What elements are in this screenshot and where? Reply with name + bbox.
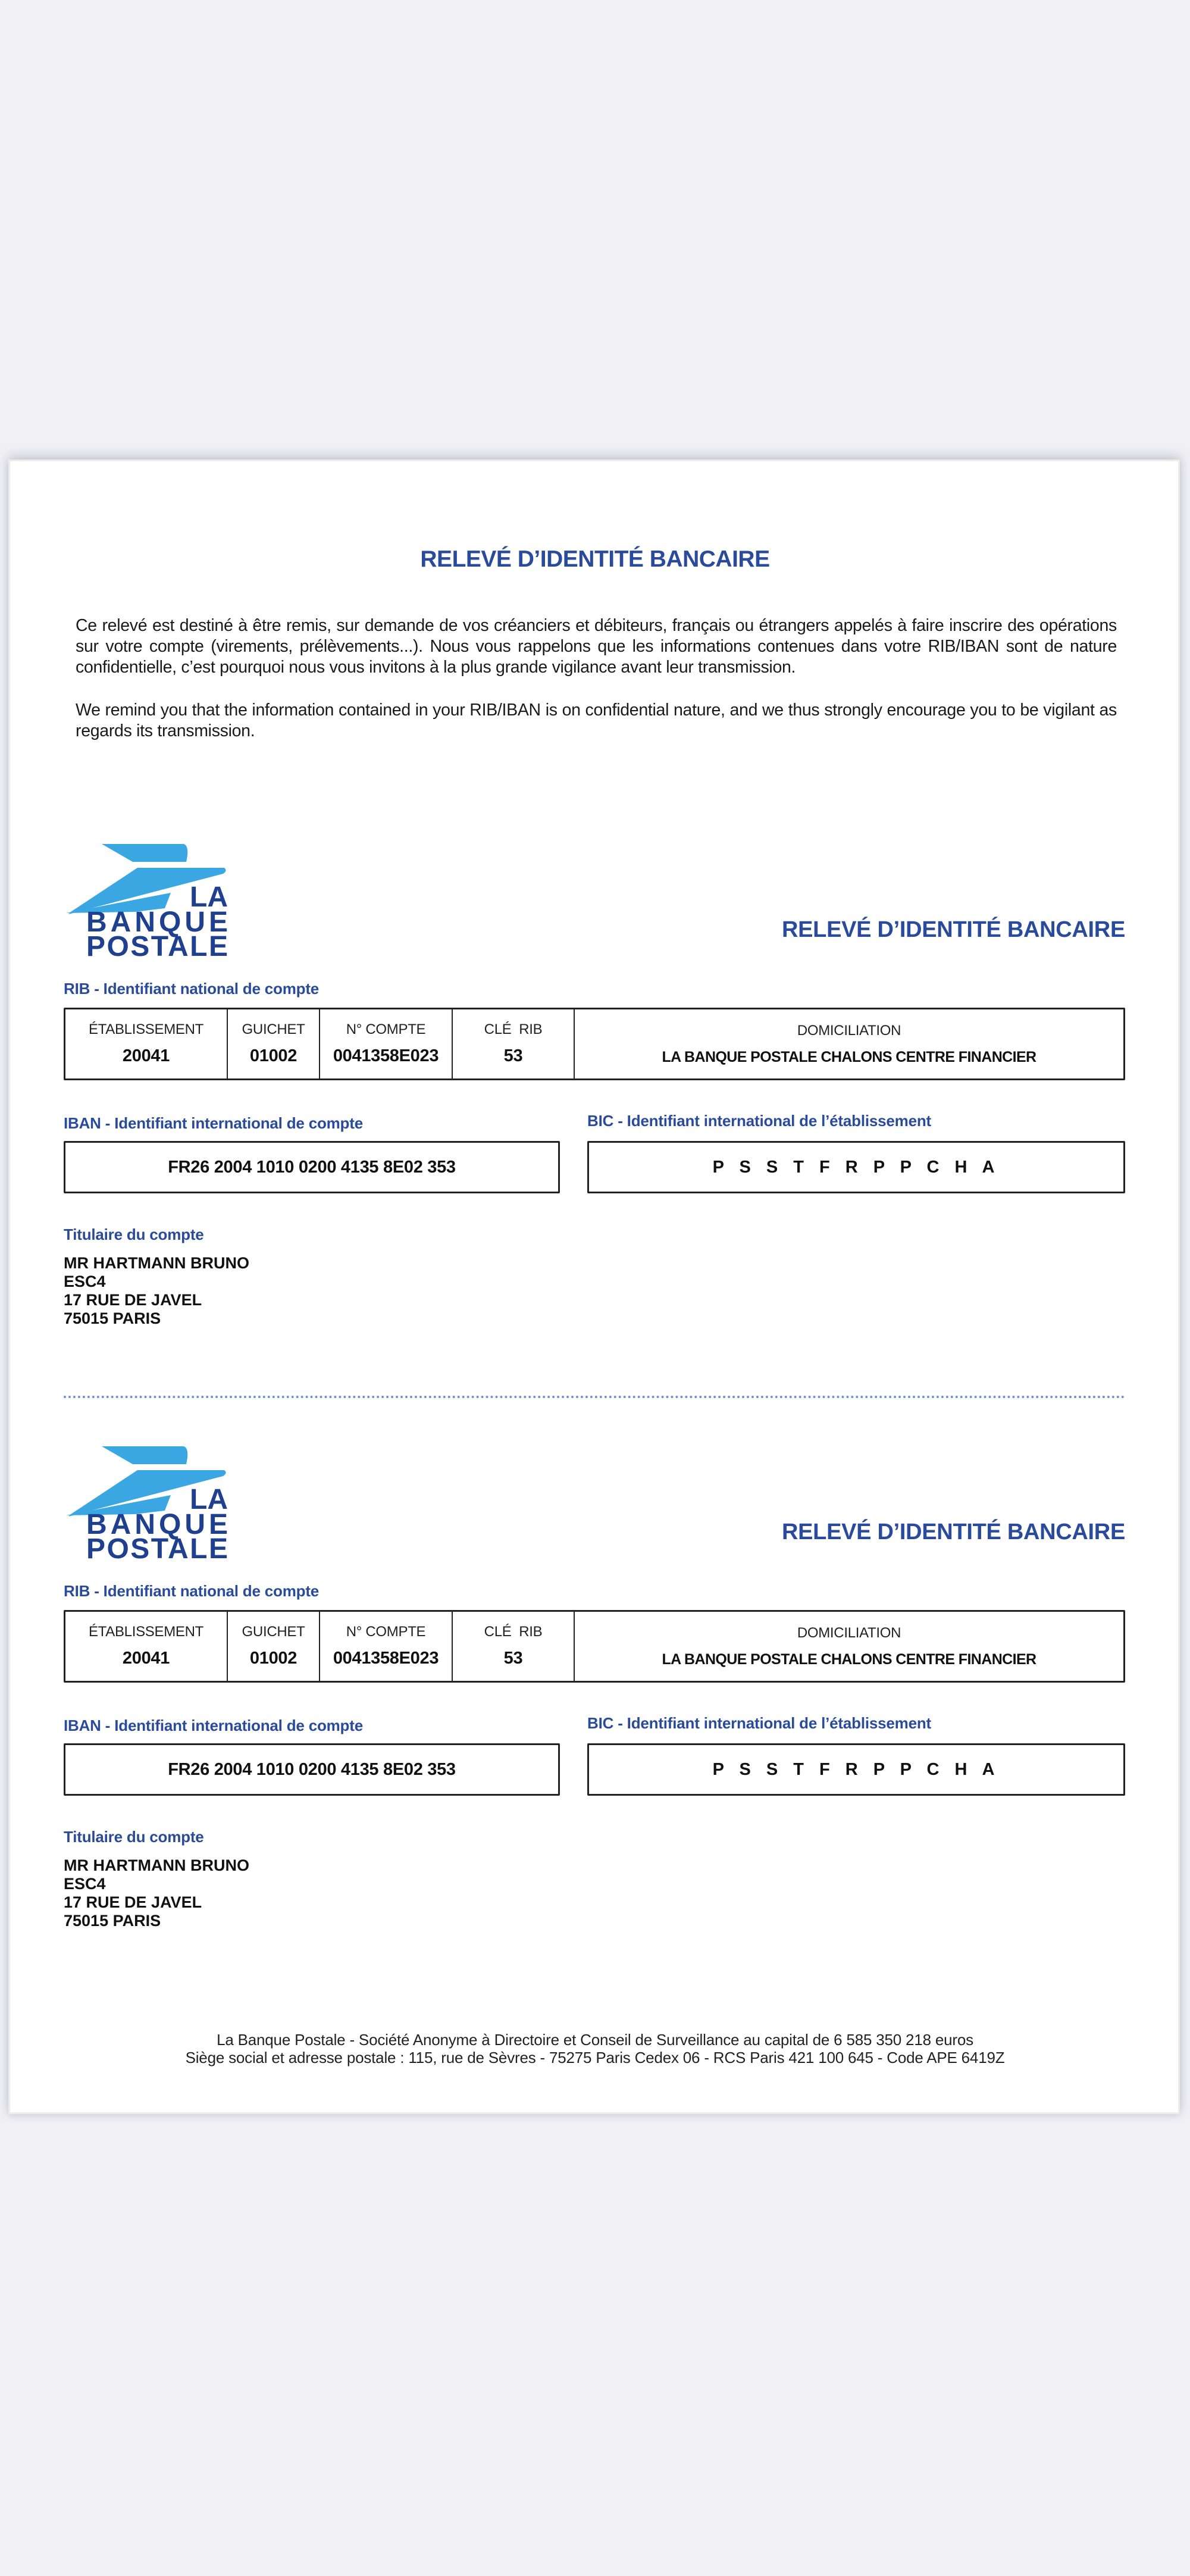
holder-address-line: 75015 PARIS — [64, 1912, 161, 1930]
logo-text-la: LA — [190, 1484, 228, 1515]
rib-value: 01002 — [249, 1649, 298, 1668]
section-title: RELEVÉ D’IDENTITÉ BANCAIRE — [781, 1520, 1125, 1545]
section-title: RELEVÉ D’IDENTITÉ BANCAIRE — [781, 917, 1125, 942]
bic-label: BIC - Identifiant international de l’établissement — [587, 1714, 931, 1732]
logo-wing-top-icon — [102, 1446, 187, 1464]
rib-col-compte — [320, 1612, 453, 1681]
rib-label: RIB - Identifiant national de compte — [64, 1582, 320, 1600]
holder-address-line: ESC4 — [64, 1875, 106, 1893]
rib-table — [64, 1610, 1125, 1683]
holder-address-line: 75015 PARIS — [64, 1309, 161, 1327]
page-title: RELEVÉ D’IDENTITÉ BANCAIRE — [420, 546, 770, 572]
rib-header: N° COMPTE — [346, 1624, 426, 1640]
holder-name: MR HARTMANN BRUNO — [64, 1254, 249, 1272]
rib-col-etablissement — [65, 1612, 228, 1681]
rib-value: 20041 — [122, 1649, 170, 1668]
holder-address — [64, 1254, 249, 1328]
rib-value: LA BANQUE POSTALE CHALONS CENTRE FINANCIER — [662, 1049, 1036, 1065]
footer-line-2: Siège social et adresse postale : 115, rue de Sèvres - 75275 Paris Cedex 06 - RCS Paris 421 100 645 - Code APE 6419Z — [185, 2049, 1005, 2067]
holder-label: Titulaire du compte — [64, 1828, 204, 1846]
bic-value: P S S T F R P P C H A — [587, 1141, 1125, 1193]
rib-header: GUICHET — [242, 1021, 305, 1037]
rib-value: 01002 — [249, 1046, 298, 1065]
cut-line-separator — [64, 1396, 1125, 1398]
rib-header: DOMICILIATION — [797, 1023, 901, 1039]
legal-footer — [0, 2031, 1190, 2067]
rib-col-guichet — [228, 1612, 320, 1681]
rib-header: ÉTABLISSEMENT — [88, 1021, 204, 1037]
rib-value: 0041358E023 — [333, 1649, 439, 1668]
rib-value: LA BANQUE POSTALE CHALONS CENTRE FINANCIER — [662, 1651, 1036, 1668]
bic-label: BIC - Identifiant international de l’établissement — [587, 1112, 931, 1130]
holder-label: Titulaire du compte — [64, 1226, 204, 1243]
logo-text-banque: BANQUE — [86, 906, 228, 938]
rib-col-cle — [453, 1612, 575, 1681]
iban-value: FR26 2004 1010 0200 4135 8E02 353 — [64, 1141, 560, 1193]
logo-text-postale: POSTALE — [86, 1533, 228, 1559]
rib-section — [0, 602, 1190, 1930]
logo-text-postale: POSTALE — [86, 931, 228, 957]
intro-english: We remind you that the information contained in your RIB/IBAN is on confidential nature, and we thus strongly encourage you to be vigilant as regards its transmission. — [76, 701, 1117, 740]
rib-value: 53 — [503, 1649, 523, 1668]
iban-label: IBAN - Identifiant international de compte — [64, 1717, 363, 1734]
rib-label: RIB - Identifiant national de compte — [64, 980, 320, 998]
rib-header: GUICHET — [242, 1624, 305, 1640]
logo-text-banque: BANQUE — [86, 1509, 228, 1540]
rib-value: 20041 — [122, 1046, 170, 1065]
logo-text-la: LA — [190, 881, 228, 913]
holder-name: MR HARTMANN BRUNO — [64, 1856, 249, 1874]
rib-header: N° COMPTE — [346, 1021, 426, 1037]
rib-header: DOMICILIATION — [797, 1625, 901, 1641]
rib-header: CLÉ RIB — [484, 1624, 543, 1640]
rib-col-domiciliation — [575, 1612, 1123, 1681]
footer-line-1: La Banque Postale - Société Anonyme à Directoire et Conseil de Surveillance au capital de 6 585 350 218 euros — [217, 2031, 973, 2049]
holder-address-line: 17 RUE DE JAVEL — [64, 1291, 202, 1309]
rib-value: 0041358E023 — [333, 1046, 439, 1065]
rib-header: ÉTABLISSEMENT — [88, 1624, 204, 1640]
intro-french: Ce relevé est destiné à être remis, sur demande de vos créanciers et débiteurs, français ou étrangers appelés à faire inscrire des opérations sur votre compte (virements, prélèvements...). Nous vous rappelons que les informations contenues dans votre RIB/IBAN sont de nature confidentielle, c’est pourquoi nous vous invitons à la plus grande vigilance avant leur transmission. — [76, 616, 1117, 677]
rib-header: CLÉ RIB — [484, 1021, 543, 1037]
holder-address-line: ESC4 — [64, 1273, 106, 1290]
rib-value: 53 — [503, 1046, 523, 1065]
iban-label: IBAN - Identifiant international de compte — [64, 1114, 363, 1132]
bic-value: P S S T F R P P C H A — [587, 1743, 1125, 1796]
la-banque-postale-logo — [64, 1440, 233, 1559]
iban-value: FR26 2004 1010 0200 4135 8E02 353 — [64, 1743, 560, 1796]
holder-address — [64, 1856, 249, 1930]
holder-address-line: 17 RUE DE JAVEL — [64, 1893, 202, 1911]
